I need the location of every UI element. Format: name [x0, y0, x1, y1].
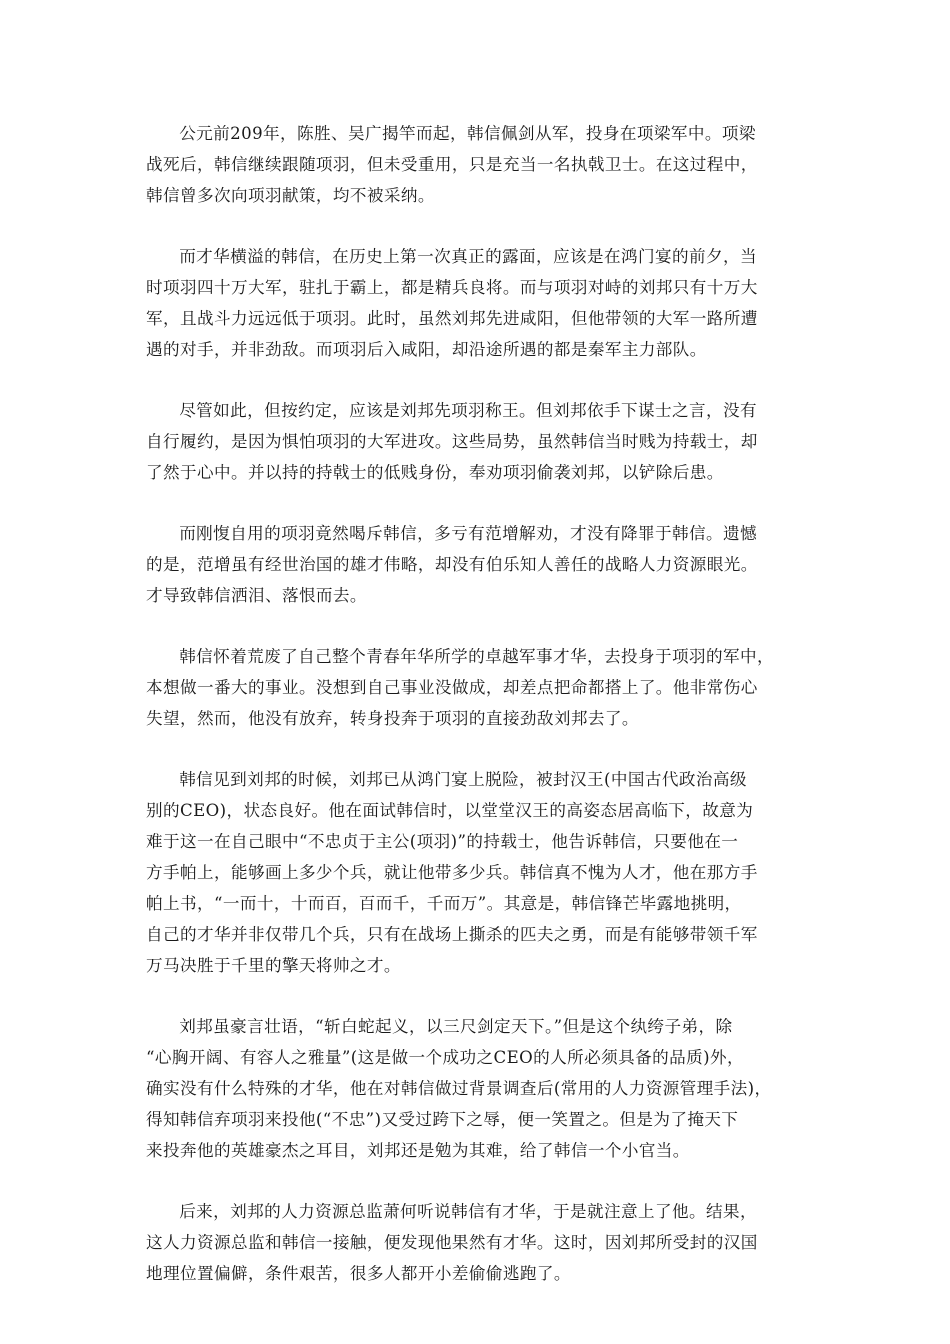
- text-line: 得知韩信弃项羽来投他(“不忠”)又受过跨下之辱，便一笑置之。但是为了掩天下: [146, 1110, 739, 1129]
- paragraph-7: [146, 1011, 816, 1166]
- paragraph-8: [146, 1196, 816, 1289]
- text-line: 本想做一番大的事业。没想到自己事业没做成，却差点把命都搭上了。他非常伤心: [146, 678, 758, 697]
- paragraph-4: [146, 518, 816, 611]
- text-line: 遇的对手，并非劲敌。而项羽后入咸阳，却沿途所遇的都是秦军主力部队。: [146, 340, 707, 359]
- text-line: 难于这一在自己眼中“不忠贞于主公(项羽)”的持载士，他告诉韩信，只要他在一: [146, 832, 739, 851]
- text-line: 时项羽四十万大军，驻扎于霸上，都是精兵良将。而与项羽对峙的刘邦只有十万大: [146, 278, 758, 297]
- text-line: 尽管如此，但按约定，应该是刘邦先项羽称王。但刘邦依手下谋士之言，没有: [179, 401, 757, 420]
- text-line: 万马决胜于千里的擎天将帅之才。: [146, 956, 401, 975]
- paragraph-1: [146, 118, 816, 211]
- text-line: 方手帕上，能够画上多少个兵，就让他带多少兵。韩信真不愧为人才，他在那方手: [146, 863, 758, 882]
- text-line: 韩信怀着荒废了自己整个青春年华所学的卓越军事才华，去投身于项羽的军中，: [179, 647, 774, 666]
- text-line: 来投奔他的英雄豪杰之耳目，刘邦还是勉为其难，给了韩信一个小官当。: [146, 1141, 690, 1160]
- text-line: 帕上书，“一而十，十而百，百而千，千而万”。其意是，韩信锋芒毕露地挑明，: [146, 894, 742, 913]
- paragraph-3: [146, 395, 816, 488]
- paragraph-2: [146, 241, 816, 365]
- text-line: 公元前209年，陈胜、吴广揭竿而起，韩信佩剑从军，投身在项梁军中。项梁: [179, 124, 756, 143]
- document-page: [146, 118, 816, 1319]
- text-line: 失望，然而，他没有放弃，转身投奔于项羽的直接劲敌刘邦去了。: [146, 709, 639, 728]
- text-line: “心胸开阔、有容人之雅量”(这是做一个成功之CEO的人所必须具备的品质)外，: [146, 1048, 744, 1067]
- text-line: 别的CEO)，状态良好。他在面试韩信时，以堂堂汉王的高姿态居高临下，故意为: [146, 801, 754, 820]
- text-line: 的是，范增虽有经世治国的雄才伟略，却没有伯乐知人善任的战略人力资源眼光。: [146, 555, 758, 574]
- text-line: 后来，刘邦的人力资源总监萧何听说韩信有才华，于是就注意上了他。结果，: [179, 1202, 757, 1221]
- text-line: 刘邦虽豪言壮语，“斩白蛇起义，以三尺剑定天下。”但是这个纨绔子弟，除: [179, 1017, 733, 1036]
- paragraph-5: [146, 641, 816, 734]
- text-line: 了然于心中。并以持的持戟士的低贱身份，奉劝项羽偷袭刘邦，以铲除后患。: [146, 463, 724, 482]
- text-line: 韩信见到刘邦的时候，刘邦已从鸿门宴上脱险，被封汉王(中国古代政治高级: [179, 770, 747, 789]
- text-line: 确实没有什么特殊的才华，他在对韩信做过背景调查后(常用的人力资源管理手法)，: [146, 1079, 772, 1098]
- text-line: 才导致韩信洒泪、落恨而去。: [146, 586, 367, 605]
- text-line: 自行履约，是因为惧怕项羽的大军进攻。这些局势，虽然韩信当时贱为持载士，却: [146, 432, 758, 451]
- text-line: 自己的才华并非仅带几个兵，只有在战场上撕杀的匹夫之勇，而是有能够带领千军: [146, 925, 758, 944]
- text-line: 韩信曾多次向项羽献策，均不被采纳。: [146, 186, 435, 205]
- text-line: 地理位置偏僻，条件艰苦，很多人都开小差偷偷逃跑了。: [146, 1264, 571, 1283]
- text-line: 军，且战斗力远远低于项羽。此时，虽然刘邦先进咸阳，但他带领的大军一路所遭: [146, 309, 758, 328]
- text-line: 这人力资源总监和韩信一接触，便发现他果然有才华。这时，因刘邦所受封的汉国: [146, 1233, 758, 1252]
- text-line: 而刚愎自用的项羽竟然喝斥韩信，多亏有范增解劝，才没有降罪于韩信。遗憾: [179, 524, 757, 543]
- text-line: 而才华横溢的韩信，在历史上第一次真正的露面，应该是在鸿门宴的前夕，当: [179, 247, 757, 266]
- text-line: 战死后，韩信继续跟随项羽，但未受重用，只是充当一名执戟卫士。在这过程中，: [146, 155, 758, 174]
- paragraph-6: [146, 764, 816, 981]
